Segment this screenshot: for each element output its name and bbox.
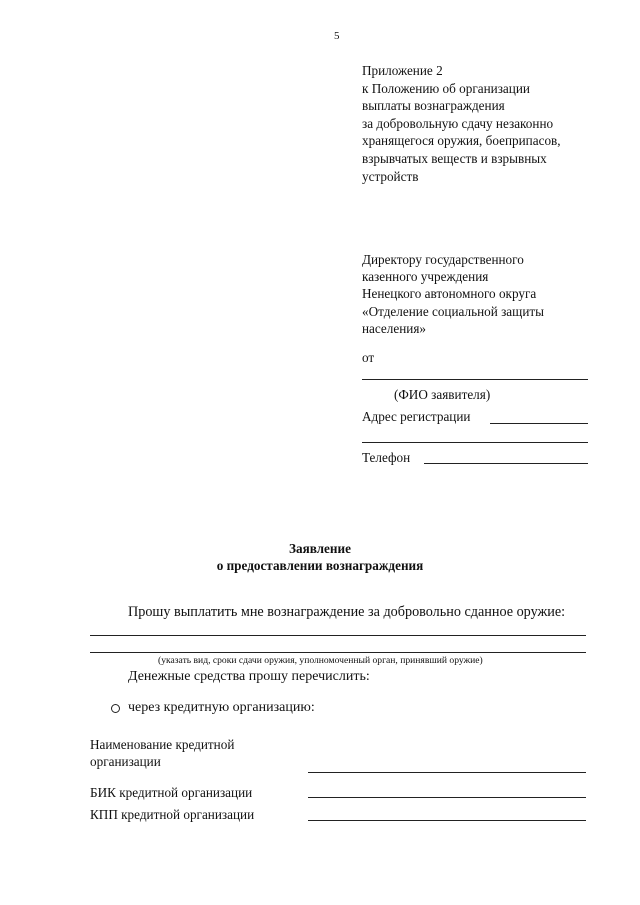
weapon-details-hint: (указать вид, сроки сдачи оружия, уполномоченный орган, принявший оружие) [158,655,483,666]
appendix-header [362,62,561,185]
fio-caption: (ФИО заявителя) [394,387,491,402]
appendix-line: за добровольную сдачу незаконно [362,115,554,131]
bank-name-field[interactable] [308,772,586,773]
page-number: 5 [334,30,340,42]
bank-name-label-line2: организации [90,754,161,769]
addressee-line: Ненецкого автономного округа [362,286,537,302]
appendix-line: выплаты вознаграждения [362,98,505,114]
bank-name-label-line1: Наименование кредитной [90,737,235,752]
weapon-details-field-line1[interactable] [90,635,586,636]
kpp-label: КПП кредитной организации [90,807,255,822]
document-subtitle: о предоставлении вознаграждения [216,558,424,573]
weapon-details-field-line2[interactable] [90,652,586,653]
addressee-block [362,251,544,337]
appendix-line: взрывчатых веществ и взрывных [362,150,547,166]
bik-field[interactable] [308,797,586,798]
appendix-line: устройств [362,168,419,184]
applicant-name-field[interactable] [362,379,588,380]
registration-label: Адрес регистрации [362,409,471,424]
addressee-line: населения» [362,320,426,336]
addressee-line: казенного учреждения [362,269,489,285]
transfer-text: Денежные средства прошу перечислить: [128,669,370,684]
appendix-line: хранящегося оружия, боеприпасов, [362,133,561,149]
from-label: от [362,350,375,365]
bank-option-radio[interactable] [111,704,120,713]
registration-address-field-line2[interactable] [362,442,588,443]
bank-name-label [90,736,234,770]
bik-label: БИК кредитной организации [90,785,253,800]
appendix-line: Приложение 2 [362,63,443,78]
kpp-field[interactable] [308,820,586,821]
registration-address-field[interactable] [490,423,588,424]
document-title: Заявление [289,541,351,556]
phone-field[interactable] [424,463,588,464]
request-text: Прошу выплатить мне вознаграждение за добровольно сданное оружие: [128,604,566,620]
addressee-line: «Отделение социальной защиты [362,303,544,319]
appendix-line: к Положению об организации [362,80,530,96]
addressee-line: Директору государственного [362,252,524,267]
bank-option-label: через кредитную организацию: [128,700,315,715]
phone-label: Телефон [362,450,411,465]
